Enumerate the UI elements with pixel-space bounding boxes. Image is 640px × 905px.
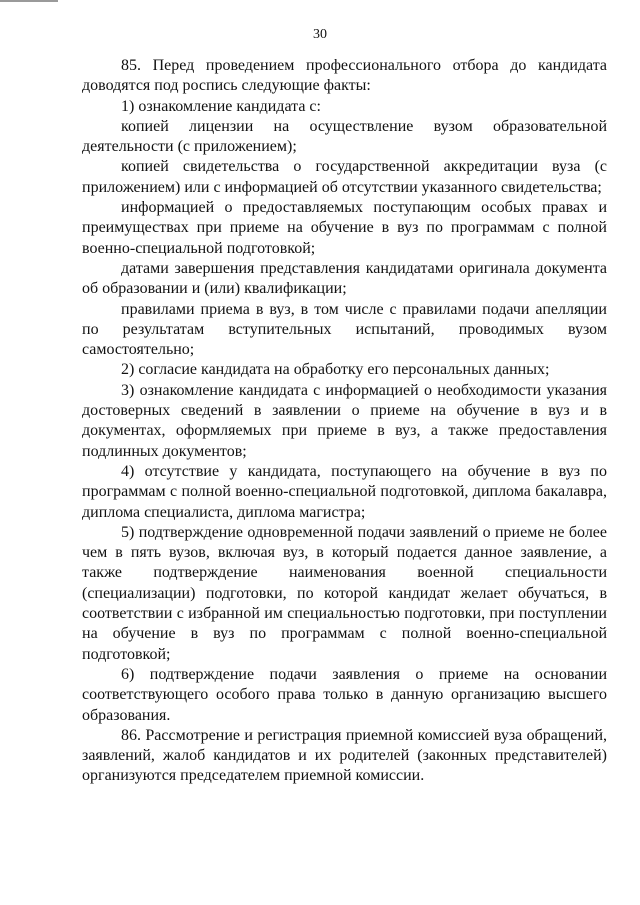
sub-item-admission-rules: правилами приема в вуз, в том числе с правилами подачи апелляции по результатам вступительных испытаний, проводимых вузом самостоятельно; bbox=[82, 300, 607, 359]
sub-item-accreditation: копией свидетельства о государственной аккредитации вуза (с приложением) или с информацией об отсутствии указанного свидетельства; bbox=[82, 158, 607, 196]
list-item-5: 5) подтверждение одновременной подачи заявлений о приеме не более чем в пять вузов, включая вуз, в который подается данное заявление, а также подтверждение наименования военной специальности (специализации) подготовки, по которой кандидат желает обучаться, в соответствии с избранной им специальностью подготовки, при поступлении на обучение в вуз по программам с полной военно-специальной подготовкой; bbox=[82, 523, 607, 663]
sub-item-license: копией лицензии на осуществление вузом образовательной деятельности (с приложением); bbox=[82, 117, 607, 156]
list-item-4: 4) отсутствие у кандидата, поступающего на обучение в вуз по программам с полной военно-специальной подготовкой, диплома бакалавра, диплома специалиста, диплома магистра; bbox=[82, 462, 607, 521]
paragraph-86: 86. Рассмотрение и регистрация приемной комиссией вуза обращений, заявлений, жалоб кандидатов и их родителей (законных представителей) организуются председателем приемной комиссии. bbox=[82, 726, 607, 785]
page-number: 30 bbox=[313, 27, 327, 42]
document-body bbox=[82, 56, 607, 787]
list-item-1: 1) ознакомление кандидата с: bbox=[121, 97, 321, 115]
list-item-3: 3) ознакомление кандидата с информацией о необходимости указания достоверных сведений в заявлении о приеме на обучение в вуз и в документах, оформляемых при приеме в вуз, а также предоставления подлинных документов; bbox=[82, 381, 607, 460]
scan-edge-mark bbox=[0, 0, 58, 2]
paragraph-85-intro: 85. Перед проведением профессионального отбора до кандидата доводятся под роспись следующие факты: bbox=[82, 57, 607, 95]
list-item-2: 2) согласие кандидата на обработку его персональных данных; bbox=[121, 361, 550, 379]
list-item-6: 6) подтверждение подачи заявления о приеме на основании соответствующего особого права только в данную организацию высшего образования. bbox=[82, 665, 607, 724]
sub-item-special-rights: информацией о предоставляемых поступающим особых правах и преимуществах при приеме на обучение в вуз по программам с полной военно-специальной подготовкой; bbox=[82, 199, 607, 257]
sub-item-document-dates: датами завершения представления кандидатами оригинала документа об образовании и (или) квалификации; bbox=[82, 259, 607, 298]
